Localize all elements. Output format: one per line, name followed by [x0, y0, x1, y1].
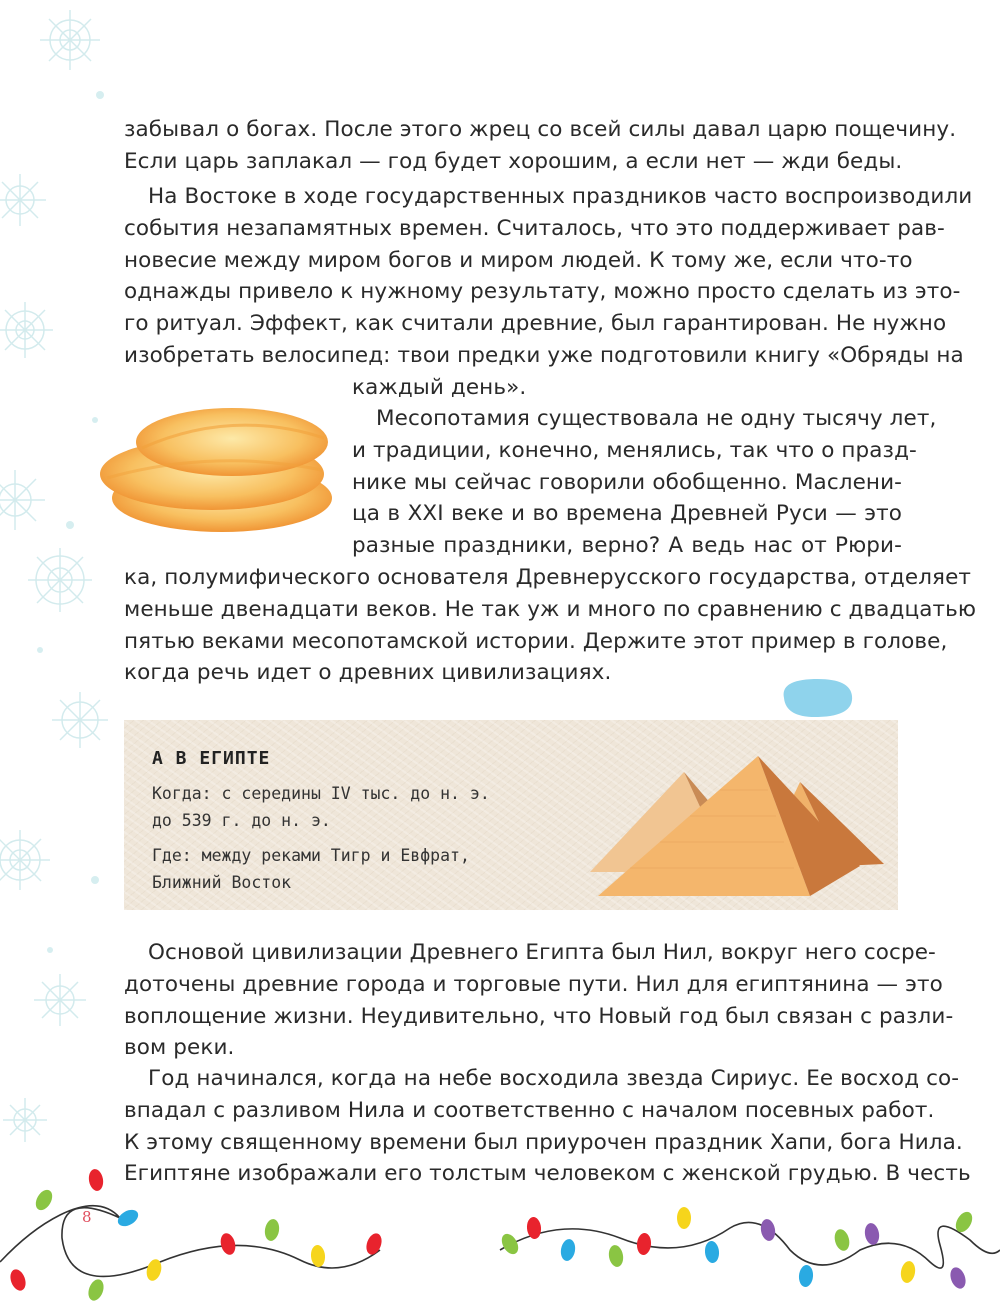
blue-bulb [559, 1238, 577, 1262]
red-bulb [87, 1168, 105, 1192]
where-line: Ближний Восток [152, 873, 292, 892]
text-line: разные праздники, верно? А ведь нас от Рюри- [352, 533, 902, 559]
info-box-where [152, 842, 532, 896]
green-bulb [86, 1277, 107, 1302]
snowflake-icon [0, 830, 50, 890]
green-bulb [32, 1187, 55, 1213]
text-line: Год начинался, когда на небе восходила звезда Сириус. Ее восход со- [148, 1066, 960, 1091]
text-line: Египтяне изображали его толстым человеком с женской грудью. В честь [124, 1161, 971, 1187]
text-line: меньше двенадцати веков. Не так уж и много по сравнению с двадцатью [124, 596, 977, 622]
text-line: Если царь заплакал — год будет хорошим, а если нет — жди беды. [124, 148, 903, 174]
info-box-egypt [124, 720, 898, 910]
text-line: вом реки. [124, 1035, 235, 1061]
text-line: однажды привело к нужному результату, можно просто сделать из это- [124, 279, 961, 305]
snowflake-icon [40, 10, 100, 70]
when-line: до 539 г. до н. э. [152, 811, 331, 830]
text-line: когда речь идет о древних цивилизациях. [124, 660, 612, 686]
blue-bulb [798, 1264, 814, 1287]
paragraph-4 [124, 937, 954, 1064]
text-line: пятью веками месопотамской истории. Держите этот пример в голове, [124, 628, 948, 654]
green-bulb [952, 1209, 975, 1235]
text-line: забывал о богах. После этого жрец со всей силы давал царю пощечину. [124, 117, 957, 142]
snowflake-icon [0, 470, 45, 530]
snowflake-icon [34, 974, 86, 1026]
purple-bulb [759, 1218, 777, 1242]
text-line: Основой цивилизации Древнего Египта был Нил, вокруг него сосре- [148, 940, 936, 965]
text-line: ца в XXI веке и во времена Древней Руси — это [352, 501, 902, 527]
text-line: К этому священному времени был приурочен праздник Хапи, бога Нила. [124, 1129, 963, 1155]
green-bulb [263, 1218, 281, 1242]
yellow-bulb [310, 1244, 326, 1267]
purple-bulb [863, 1222, 881, 1246]
page-number: 8 [82, 1208, 92, 1226]
text-line: доточены древние города и торговые пути. Нил для египтянина — это [124, 971, 943, 997]
blue-bulb [704, 1240, 720, 1263]
text-line: нике мы сейчас говорили обобщенно. Маслени- [352, 469, 902, 495]
green-bulb [607, 1244, 625, 1268]
pancakes-illustration [92, 398, 344, 538]
paragraph-2 [124, 181, 973, 372]
text-line: новесие между миром богов и миром людей. К тому же, если что-то [124, 247, 913, 273]
paragraph-2-end [352, 372, 752, 404]
snowflake-icon [3, 1098, 47, 1142]
text-line: изобретать велосипед: твои предки уже подготовили книгу «Обряды на [124, 342, 964, 368]
green-bulb [832, 1228, 851, 1253]
text-line: и традиции, конечно, менялись, так что о празд- [352, 437, 917, 463]
red-bulb [526, 1216, 542, 1239]
text-line: Месопотамия существовала не одну тысячу лет, [376, 406, 937, 431]
text-line: го ритуал. Эффект, как считали древние, был гарантирован. Не нужно [124, 311, 947, 337]
red-bulb [636, 1232, 652, 1255]
paragraph-3-continued [124, 562, 977, 689]
text-line: события незапамятных времен. Считалось, что это поддерживает рав- [124, 215, 945, 241]
pyramids-illustration [570, 750, 890, 902]
paragraph-5 [124, 1063, 971, 1190]
info-box-title: А В ЕГИПТЕ [152, 748, 271, 769]
text-line: На Востоке в ходе государственных праздников часто воспроизводили [148, 184, 973, 209]
where-line: Где: между реками Тигр и Евфрат, [152, 846, 470, 865]
text-line: каждый день». [352, 375, 527, 400]
purple-bulb [948, 1265, 969, 1290]
red-bulb [364, 1231, 385, 1256]
text-line: впадал с разливом Нила и соответственно с началом посевных работ. [124, 1097, 935, 1123]
text-line: ка, полумифического основателя Древнерусского государства, отделяет [124, 565, 972, 590]
blue-bulb [115, 1206, 141, 1229]
blue-blob-decoration [776, 676, 856, 720]
yellow-bulb [144, 1258, 163, 1283]
snowflake-icon [0, 302, 53, 358]
yellow-bulb [677, 1207, 691, 1229]
paragraph-3 [352, 403, 937, 562]
green-bulb [498, 1231, 521, 1257]
info-box-when [152, 780, 532, 834]
red-bulb [218, 1232, 237, 1257]
snowflake-icon [28, 548, 92, 612]
text-line: воплощение жизни. Неудивительно, что Новый год был связан с разли- [124, 1003, 954, 1029]
red-bulb [8, 1267, 29, 1292]
yellow-bulb [899, 1260, 917, 1284]
when-line: Когда: с середины IV тыс. до н. э. [152, 784, 490, 803]
snowflake-icon [0, 174, 46, 226]
paragraph-1 [124, 114, 957, 178]
snowflake-icon [52, 692, 108, 748]
